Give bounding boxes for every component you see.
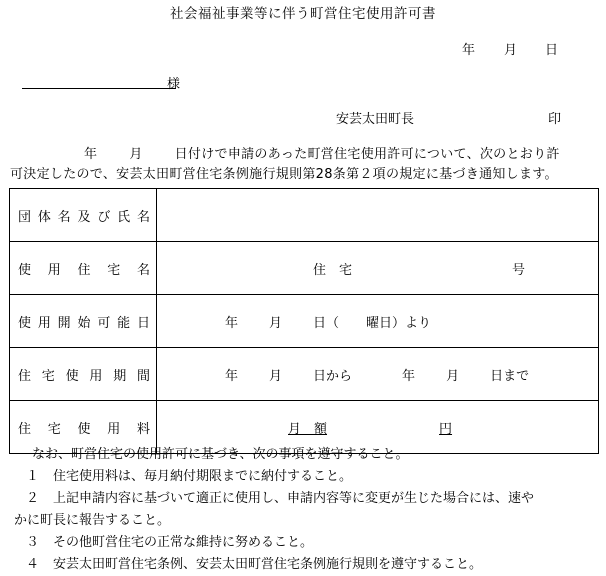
notice-line-2: 可決定したので、安芸太田町営住宅条例施行規則第28条第２項の規定に基づき通知します。 (10, 167, 558, 182)
list-item (0, 466, 606, 488)
date-year-label: 年 (462, 43, 476, 58)
period-year1-label: 年 (225, 368, 239, 384)
list-item (0, 554, 606, 576)
label-char: 体 (37, 209, 51, 225)
label-char: 名 (136, 262, 150, 278)
permit-table (9, 188, 599, 454)
date-day-label: 日 (545, 43, 559, 58)
label-char: 宅 (41, 368, 55, 384)
label-char: 用 (47, 262, 61, 278)
label-organization-name (10, 206, 156, 225)
housing-name-field[interactable] (157, 242, 599, 295)
list-item (0, 532, 606, 554)
start-day-label: 日（ (313, 315, 340, 331)
table-row (10, 295, 599, 348)
label-char: 宅 (107, 262, 121, 278)
notice-line-1 (0, 145, 606, 165)
note-number: ２ (26, 491, 40, 506)
notes-section (0, 444, 606, 576)
label-char: び (97, 209, 111, 225)
issuer-name: 安芸太田町長 (336, 112, 415, 127)
body-line1-rest: 日付けで申請のあった町営住宅使用許可について、次のとおり許 (174, 147, 560, 162)
label-char: 住 (18, 421, 32, 437)
label-char: 住 (18, 368, 32, 384)
housing-juutaku-label: 住 宅 (313, 262, 353, 278)
label-char: 団 (18, 209, 32, 225)
label-char: 使 (18, 262, 32, 278)
seal-mark: 印 (548, 112, 562, 127)
start-weekday-label: 曜日）より (366, 315, 432, 331)
rent-monthly-label: 月 額 (288, 421, 328, 437)
date-month-label: 月 (504, 43, 518, 58)
start-date-field[interactable] (157, 295, 599, 348)
label-char: 用 (107, 421, 121, 437)
note-number: ３ (26, 535, 40, 550)
period-day2-label: 日まで (490, 368, 530, 384)
start-month-label: 月 (269, 315, 283, 331)
period-month2-label: 月 (446, 368, 460, 384)
body-year-label: 年 (84, 147, 98, 162)
label-char: 開 (57, 315, 71, 331)
list-item (0, 510, 606, 532)
label-char: 使 (65, 368, 79, 384)
note-number: １ (26, 469, 40, 484)
label-char: 用 (89, 368, 103, 384)
organization-name-field[interactable] (157, 189, 599, 242)
list-item (0, 488, 606, 510)
label-char: 期 (113, 368, 127, 384)
date-header (462, 39, 558, 58)
label-char: 料 (136, 421, 150, 437)
label-char: 可 (97, 315, 111, 331)
label-char: 用 (37, 315, 51, 331)
label-char: 日 (136, 315, 150, 331)
label-char: 使 (18, 315, 32, 331)
note-text: 上記申請内容に基づいて適正に使用し、申請内容等に変更が生じた場合には、速や (53, 491, 535, 506)
body-month-label: 月 (129, 147, 143, 162)
note-text: 住宅使用料は、毎月納付期限までに納付すること。 (53, 469, 353, 484)
label-char: 使 (77, 421, 91, 437)
label-start-date (10, 312, 156, 331)
addressee-line[interactable] (22, 88, 176, 89)
label-char: 及 (77, 209, 91, 225)
table-row (10, 242, 599, 295)
rent-underline (288, 422, 452, 437)
label-char: 能 (117, 315, 131, 331)
rent-yen-label: 円 (439, 421, 453, 437)
label-char: 住 (77, 262, 91, 278)
housing-gou-label: 号 (512, 262, 526, 278)
label-use-period (10, 365, 156, 384)
period-day1-label: 日から (313, 368, 353, 384)
note-number: ４ (26, 557, 40, 572)
label-rent (10, 418, 156, 437)
label-char: 名 (136, 209, 150, 225)
label-char: 始 (77, 315, 91, 331)
note-text: その他町営住宅の正常な維持に努めること。 (53, 535, 314, 550)
notes-intro: なお、町営住宅の使用許可に基づき、次の事項を遵守すること。 (32, 447, 409, 462)
use-period-field[interactable] (157, 348, 599, 401)
label-char: 宅 (47, 421, 61, 437)
start-year-label: 年 (225, 315, 239, 331)
period-year2-label: 年 (402, 368, 416, 384)
document-title: 社会福祉事業等に伴う町営住宅使用許可書 (170, 6, 436, 22)
label-char: 名 (57, 209, 71, 225)
label-char: 氏 (117, 209, 131, 225)
period-month1-label: 月 (269, 368, 283, 384)
label-char: 間 (136, 368, 150, 384)
label-housing-name (10, 259, 156, 278)
note-text: 安芸太田町営住宅条例、安芸太田町営住宅条例施行規則を遵守すること。 (53, 557, 483, 572)
addressee-suffix: 様 (167, 77, 181, 92)
table-row (10, 348, 599, 401)
notice-body (0, 145, 606, 185)
table-row (10, 189, 599, 242)
note-text: かに町長に報告すること。 (14, 513, 171, 528)
